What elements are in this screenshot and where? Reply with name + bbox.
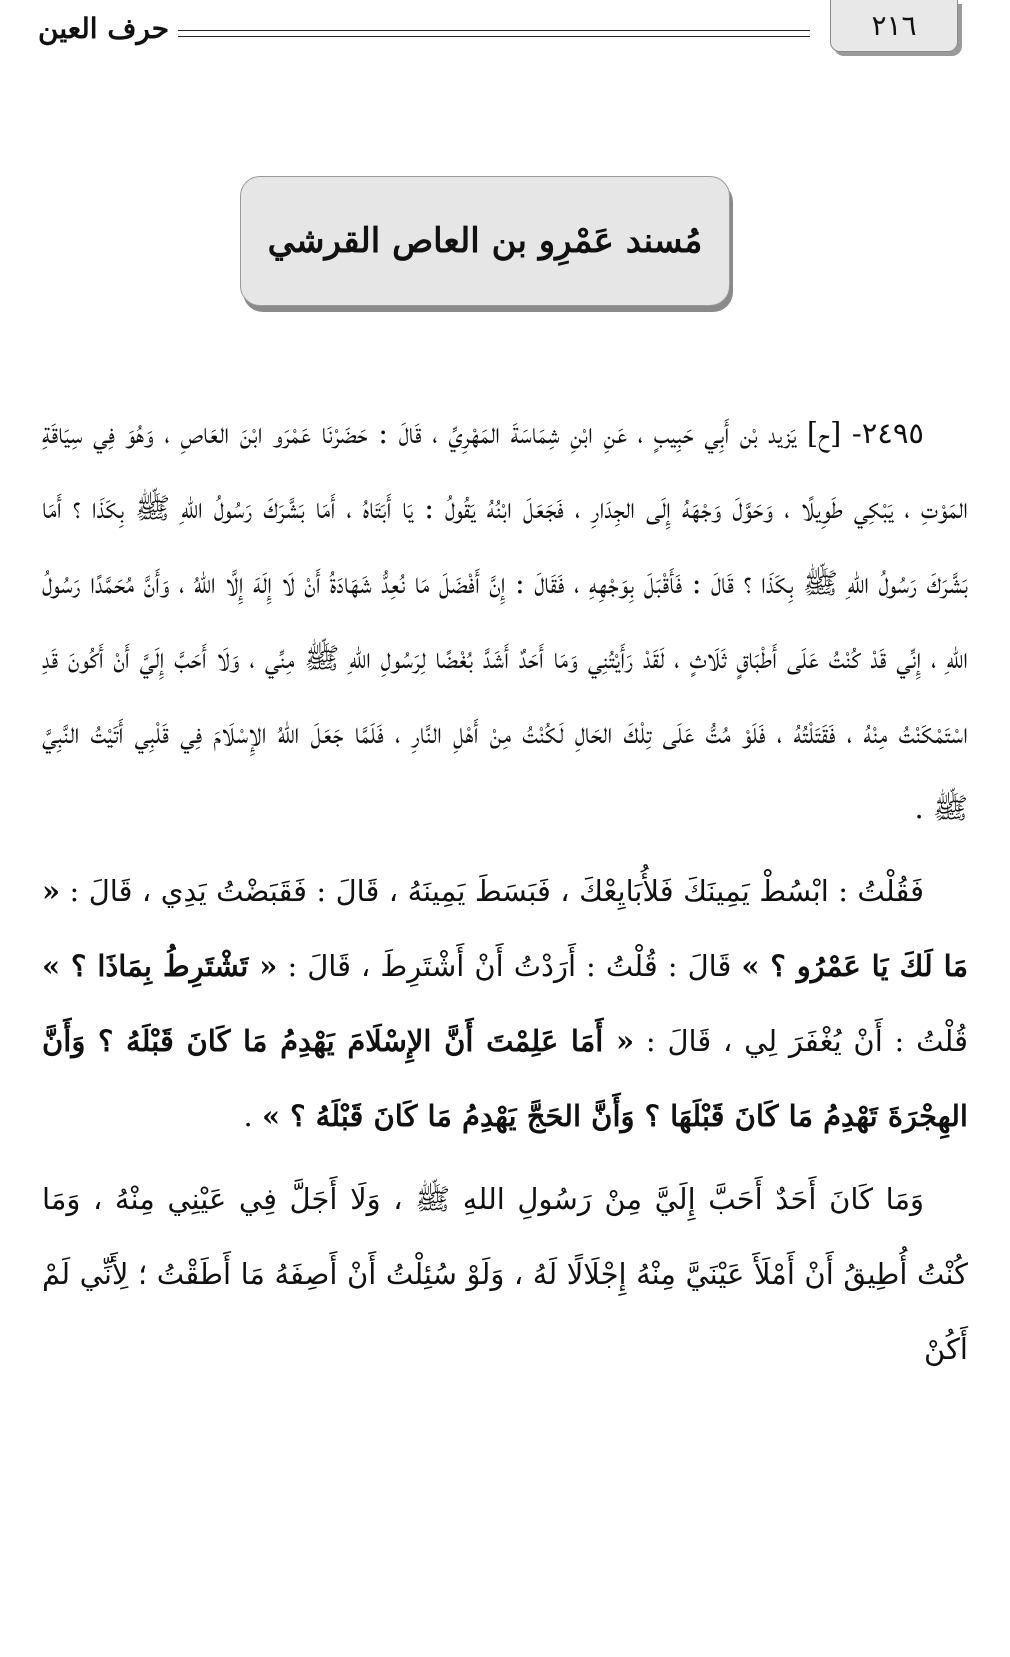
page-number-box [830,0,958,52]
prophet-quote: « أَمَا عَلِمْتَ أَنَّ الإِسْلَامَ يَهْدِمُ مَا كَانَ قَبْلَهُ ؟ وَأَنَّ الهِجْرَةَ تَهْدِمُ مَا كَانَ قَبْلَهَا ؟ وَأَنَّ الحَجَّ يَهْدِمُ مَا كَانَ قَبْلَهُ ؟ » [42,1024,968,1133]
prophet-quote: « مَا لَكَ يَا عَمْرُو ؟ » [42,874,969,983]
hadith-paragraph-1: ٢٤٩٥- [ح] يَزيد بْن أَبِي حَبِيبٍ ، عَنِ ابْنِ شِمَاسَةَ المَهْرِيِّ ، قَالَ : حَضَرْنَا عَمْرَو ابْنَ العَاصِ ، وَهُوَ فِي سِيَاقَةِ المَوْتِ ، يَبْكِي طَوِيلًا ، وَحَوَّلَ وَجْهَهُ إِلَى الجِدَارِ ، فَجَعَلَ ابْنُهُ يَقُولُ : يَا أَبَتَاهُ ، أَمَا بَشَّرَكَ رَسُولُ اللهِ ﷺ بِكَذَا ؟ أَمَا بَشَّرَكَ رَسُولُ اللهِ ﷺ بِكَذَا ؟ قَالَ : فَأَقْبَلَ بِوَجْهِهِ ، فَقَالَ : إِنَّ أَفْضَلَ مَا نُعِدُّ شَهَادَةُ أَنْ لَا إِلَهَ إِلَّا اللهُ ، وَأَنَّ مُحَمَّدًا رَسُولُ اللهِ ، إِنِّي قَدْ كُنْتُ عَلَى أَطْبَاقٍ ثَلَاثٍ ، لَقَدْ رَأَيْتُنِي وَمَا أَحَدٌ أَشَدَّ بُغْضًا لِرَسُولِ اللهِ ﷺ مِنِّي ، وَلَا أَحَبَّ إِلَيَّ أَنْ أَكُونَ قَدِ اسْتَمْكَنْتُ مِنْهُ ، فَقَتَلْتُهُ ، فَلَوْ مُتُّ عَلَى تِلْكَ الحَالِ لَكُنْتُ مِنْ أَهْلِ النَّارِ ، فَلَمَّا جَعَلَ اللهُ الإِسْلَامَ فِي قَلْبِي أَتَيْتُ النَّبِيَّ ﷺ . [42,416,968,825]
hadith-body [42,396,968,1387]
hadith-paragraph-2 [42,854,968,1154]
hadith-paragraph-3: وَمَا كَانَ أَحَدٌ أَحَبَّ إِلَيَّ مِنْ رَسُولِ اللهِ ﷺ ، وَلَا أَجَلَّ فِي عَيْنِي مِنْهُ ، وَمَا كُنْتُ أُطِيقُ أَنْ أَمْلَأَ عَيْنَيَّ مِنْهُ إِجْلَالًا لَهُ ، وَلَوْ سُئِلْتُ أَنْ أَصِفَهُ مَا أَطَقْتُ ؛ لِأَنِّي لَمْ أَكُنْ [42,1182,968,1366]
header-rule [178,30,810,37]
section-title: مُسند عَمْرِو بن العاص القرشي [267,221,703,261]
prophet-quote: « تَشْتَرِطُ بِمَاذَا ؟ » [42,949,278,983]
section-title-box [240,176,730,306]
text-segment: قَالَ : قُلْتُ : أَرَدْتُ أَنْ أَشْتَرِطَ ، قَالَ : [287,949,732,983]
page-number: ٢١٦ [871,9,917,42]
text-segment: فَقُلْتُ : ابْسُطْ يَمِينَكَ فَلأُبَايِعْكَ ، فَبَسَطَ يَمِينَهُ ، قَالَ : فَقَبَضْتُ يَدِي ، قَالَ : [69,874,924,908]
text-segment: قُلْتُ : أَنْ يُغْفَرَ لِي ، قَالَ : [645,1024,969,1058]
running-title: حرف العين [38,12,170,45]
text-segment: . [243,1099,253,1133]
